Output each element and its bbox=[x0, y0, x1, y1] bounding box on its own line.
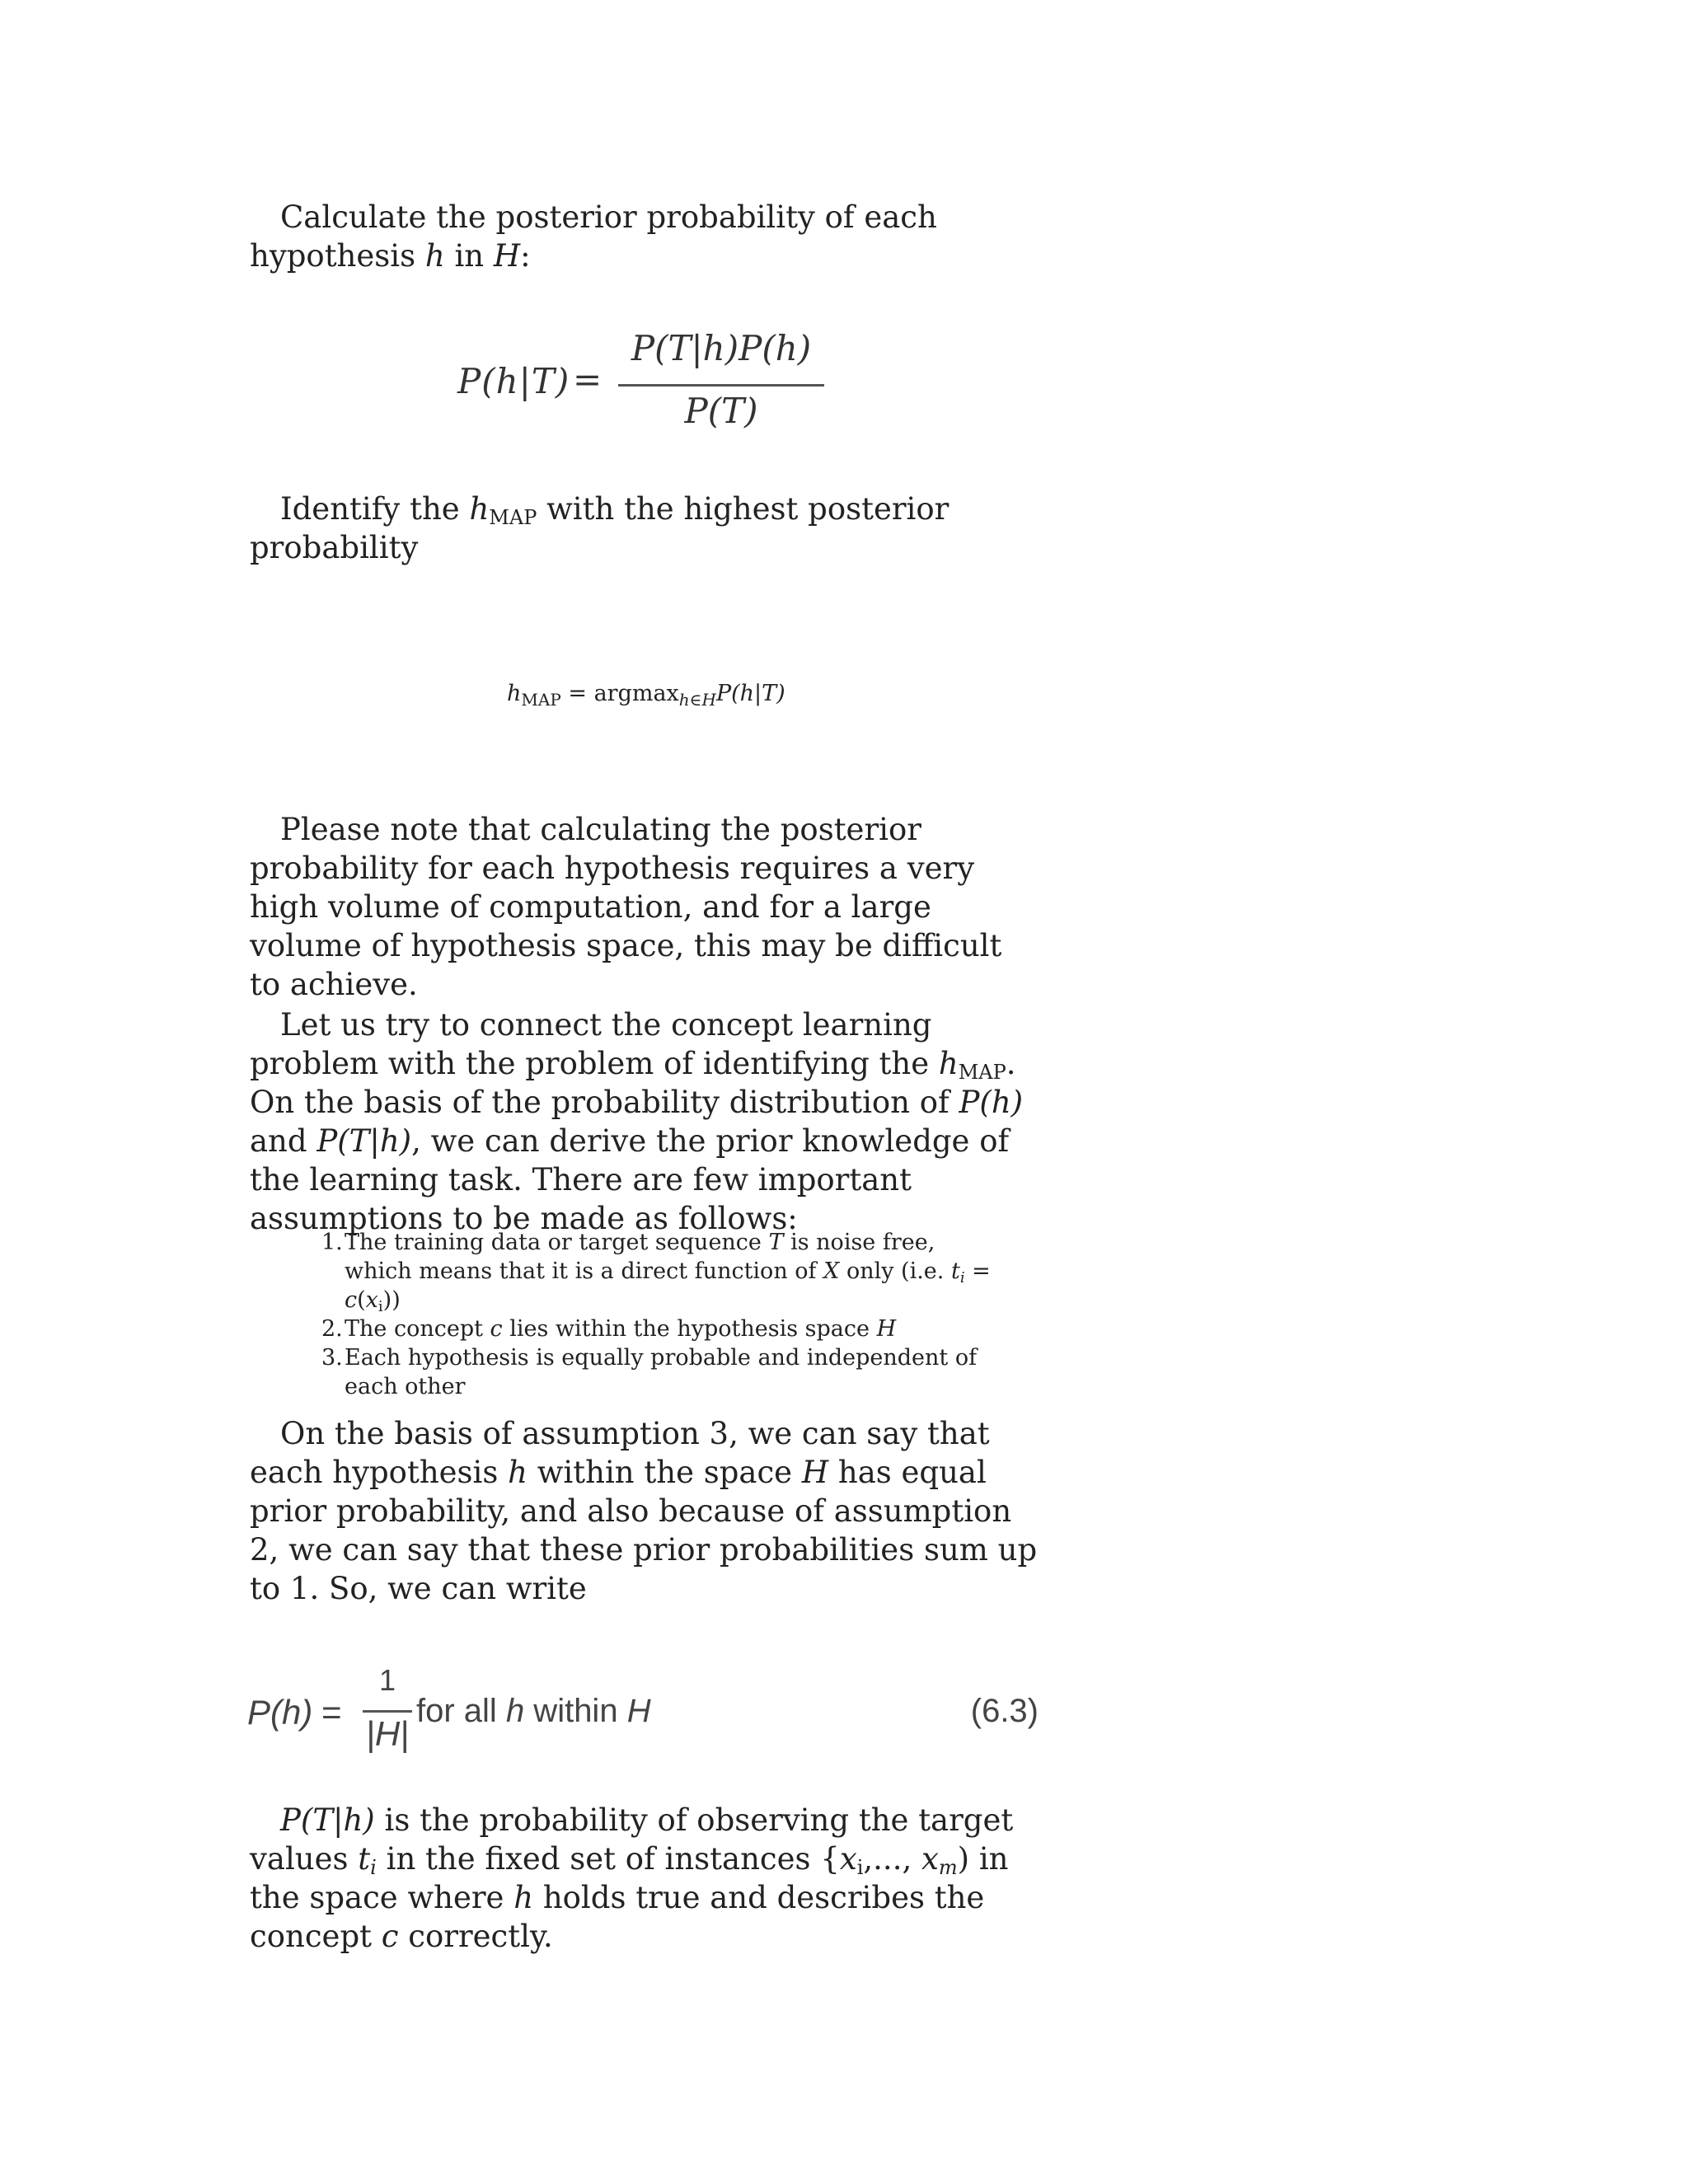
paragraph-note: Please note that calculating the posterior probability for each hypothesis requires a very high volume of computation, and for a large volume of hypothesis space, this may be difficult to achieve. bbox=[250, 812, 1002, 1002]
equation-number: (6.3) bbox=[970, 1693, 1039, 1729]
equation-numerator: P(T|h)P(h) bbox=[631, 328, 812, 368]
paragraph-concept-learning bbox=[250, 1005, 1041, 1238]
text: holds true and describes the concept bbox=[250, 1880, 985, 1954]
equals-sign: = bbox=[573, 359, 603, 400]
text: with the highest posterior probability bbox=[250, 491, 950, 565]
text: Calculate the posterior probability of each hypothesis bbox=[250, 199, 937, 274]
text: within the space bbox=[527, 1455, 802, 1490]
equation-denominator: |H| bbox=[365, 1714, 410, 1753]
math-var: h bbox=[424, 238, 445, 274]
text: . On the basis of the probability distribution of bbox=[250, 1046, 1016, 1120]
math-var: H bbox=[493, 238, 521, 274]
math-var: c bbox=[381, 1919, 399, 1954]
math-var: x bbox=[921, 1841, 939, 1877]
math-var: h bbox=[505, 1693, 525, 1729]
paragraph-likelihood bbox=[250, 1801, 1041, 1956]
text: The training data or target sequence bbox=[345, 1230, 769, 1255]
text: : bbox=[520, 238, 531, 274]
math-var: h bbox=[507, 681, 522, 706]
list-item bbox=[321, 1343, 997, 1401]
list-number: 1. bbox=[321, 1230, 343, 1255]
list-item bbox=[321, 1315, 997, 1343]
text: )) bbox=[382, 1287, 401, 1313]
text: = bbox=[964, 1258, 991, 1284]
math-var: h bbox=[513, 1880, 534, 1915]
paragraph-assumption-3 bbox=[250, 1414, 1041, 1608]
equation-numerator: 1 bbox=[378, 1663, 396, 1697]
text: is the probability of observing the target values bbox=[250, 1802, 1014, 1877]
text: = argmax bbox=[560, 681, 679, 706]
text: only (i.e. bbox=[839, 1258, 951, 1284]
text: ( bbox=[357, 1287, 366, 1313]
math-var: x bbox=[365, 1287, 378, 1313]
math-var: t bbox=[950, 1258, 960, 1284]
equation-condition bbox=[416, 1693, 651, 1730]
math-var: H bbox=[801, 1455, 829, 1490]
list-number: 3. bbox=[321, 1345, 343, 1371]
fraction-bar bbox=[363, 1710, 412, 1713]
subscript: m bbox=[938, 1856, 958, 1879]
assumptions-list bbox=[321, 1228, 997, 1401]
subscript: i bbox=[856, 1856, 864, 1879]
subscript: i bbox=[370, 1856, 377, 1879]
text: ,..., bbox=[863, 1841, 921, 1877]
text: has equal prior probability, and also because of assumption 2, we can say that these prior probabilities sum up to 1. So, we can write bbox=[250, 1455, 1038, 1606]
paragraph-calculate-posterior bbox=[250, 198, 1041, 275]
equation-denominator: P(T) bbox=[684, 391, 758, 431]
text: Let us try to connect the concept learning problem with the problem of identifying the bbox=[250, 1007, 939, 1081]
equation-6-3 bbox=[247, 1663, 1039, 1770]
math-expr: P(h|T) bbox=[715, 681, 785, 706]
math-expr: P(h) bbox=[959, 1085, 1024, 1120]
math-expr: P(h) bbox=[247, 1693, 313, 1732]
math-expr: P(T|h) bbox=[316, 1123, 412, 1159]
math-expr: P(T|h) bbox=[280, 1802, 375, 1838]
text: and bbox=[250, 1123, 317, 1159]
text: Identify the bbox=[280, 491, 470, 527]
math-var: h bbox=[938, 1046, 959, 1081]
list-number: 2. bbox=[321, 1316, 343, 1342]
fraction-bar bbox=[618, 384, 824, 387]
text: is noise free, which means that it is a direct function of bbox=[345, 1230, 935, 1284]
equation-hmap bbox=[507, 681, 785, 710]
text: The concept bbox=[345, 1316, 490, 1342]
subscript: h∈H bbox=[678, 690, 716, 710]
text: lies within the hypothesis space bbox=[502, 1316, 877, 1342]
text: in bbox=[444, 238, 494, 274]
text: ) in the space where bbox=[250, 1841, 1009, 1915]
math-var: X bbox=[823, 1258, 840, 1284]
text: for all bbox=[416, 1693, 506, 1729]
math-var: T bbox=[768, 1230, 784, 1255]
paragraph-identify-hmap bbox=[250, 490, 1041, 567]
subscript: MAP bbox=[489, 506, 537, 529]
list-item bbox=[321, 1228, 997, 1315]
text: correctly. bbox=[398, 1919, 553, 1954]
math-var: h bbox=[508, 1455, 528, 1490]
math-var: c bbox=[345, 1287, 358, 1313]
math-var: h bbox=[469, 491, 490, 527]
equation-lhs: P(h|T) bbox=[457, 361, 570, 401]
math-var: t bbox=[358, 1841, 371, 1877]
math-var: x bbox=[839, 1841, 857, 1877]
text: , we can derive the prior knowledge of the learning task. There are few important assumptions to be made as follows: bbox=[250, 1123, 1010, 1236]
equation-bayes bbox=[457, 328, 837, 452]
subscript: MAP bbox=[958, 1061, 1006, 1084]
equals-sign: = bbox=[321, 1693, 342, 1732]
subscript: i bbox=[377, 1298, 383, 1315]
text: On the basis of assumption 3, we can say that each hypothesis bbox=[250, 1416, 990, 1490]
subscript: MAP bbox=[521, 690, 561, 710]
math-var: c bbox=[490, 1316, 503, 1342]
text: Each hypothesis is equally probable and independent of each other bbox=[345, 1345, 978, 1399]
math-var: H bbox=[876, 1316, 897, 1342]
math-var: H bbox=[626, 1693, 651, 1729]
text: within bbox=[524, 1693, 627, 1729]
equation-lhs bbox=[247, 1693, 312, 1732]
subscript: i bbox=[959, 1269, 965, 1286]
text: in the fixed set of instances { bbox=[376, 1841, 840, 1877]
